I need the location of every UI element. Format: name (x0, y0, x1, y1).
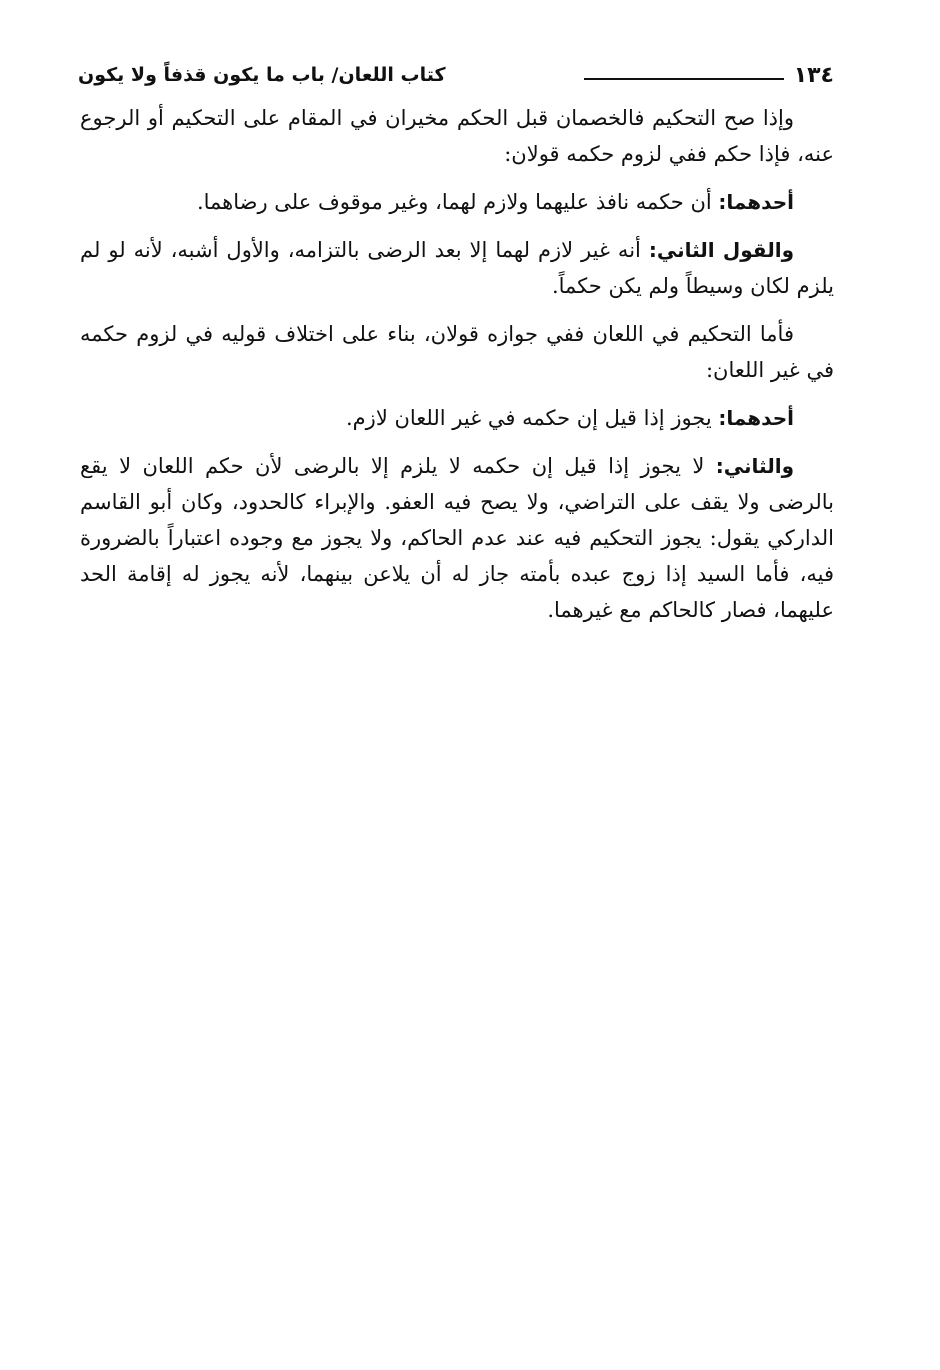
running-title: كتاب اللعان/ باب ما يكون قذفاً ولا يكون (78, 64, 446, 86)
paragraph-text: وإذا صح التحكيم فالخصمان قبل الحكم مخيران في المقام على التحكيم أو الرجوع عنه، فإذا حكم ففي لزوم حكمه قولان: (80, 106, 834, 166)
paragraph-4 (80, 316, 834, 388)
paragraph-label: والثاني: (715, 454, 794, 478)
header-rule (584, 78, 784, 80)
paragraph-5 (80, 400, 834, 436)
page-number: ١٣٤ (793, 62, 834, 88)
paragraph-text: فأما التحكيم في اللعان ففي جوازه قولان، بناء على اختلاف قوليه في لزوم حكمه في غير اللعان: (80, 322, 834, 382)
paragraph-text: لا يجوز إذا قيل إن حكمه لا يلزم إلا بالرضى لأن حكم اللعان لا يقع بالرضى ولا يقف على التراضي، ولا يصح فيه العفو. والإبراء كالحدود، وكان أبو القاسم الداركي يقول: يجوز التحكيم فيه عند عدم الحاكم، ولا يجوز مع وجوده اعتباراً بالضرورة فيه، فأما السيد إذا زوج عبده بأمته جاز له أن يلاعن بينهما، لأنه يجوز له إقامة الحد عليهما، فصار كالحاكم مع غيرهما. (80, 454, 834, 622)
paragraph-label: أحدهما: (718, 190, 794, 214)
paragraph-3 (80, 232, 834, 304)
paragraph-label: أحدهما: (718, 406, 794, 430)
page-header (78, 58, 834, 92)
paragraph-text: يجوز إذا قيل إن حكمه في غير اللعان لازم. (346, 406, 719, 430)
paragraph-text: أنه غير لازم لهما إلا بعد الرضى بالتزامه، والأول أشبه، لأنه لو لم يلزم لكان وسيطاً ولم يكن حكماً. (80, 238, 834, 298)
paragraph-6 (80, 448, 834, 628)
paragraph-1 (80, 100, 834, 172)
paragraph-2 (80, 184, 834, 220)
body-text (80, 100, 834, 640)
paragraph-label: والقول الثاني: (648, 238, 794, 262)
paragraph-text: أن حكمه نافذ عليهما ولازم لهما، وغير موقوف على رضاهما. (196, 190, 719, 214)
